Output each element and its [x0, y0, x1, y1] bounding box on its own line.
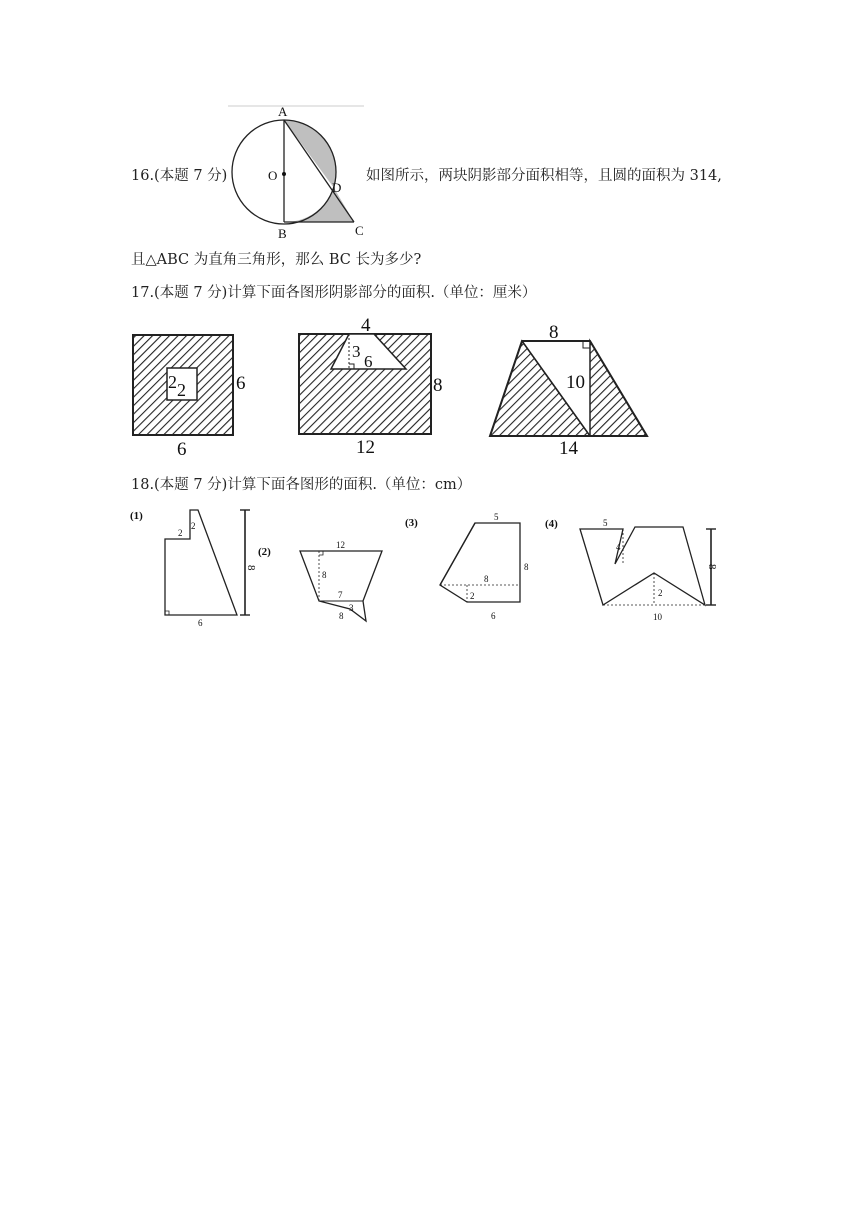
label-a: A [278, 104, 288, 119]
label-a: 2 [178, 528, 183, 538]
q18-fig4 [543, 510, 723, 630]
fig-num: (2) [258, 546, 271, 558]
right-label: 8 [524, 562, 529, 572]
shape [580, 527, 705, 605]
inner-label-b: 2 [177, 380, 186, 400]
side-label: 6 [236, 373, 246, 394]
height-label: 8 [245, 565, 257, 571]
fig-num: (1) [130, 510, 143, 522]
label-b: B [278, 226, 287, 241]
bottom-label: 8 [339, 611, 344, 621]
small-label: 2 [658, 588, 663, 598]
top-label: 5 [494, 512, 499, 522]
label-o: O [268, 168, 278, 183]
q18-fig3 [403, 509, 533, 629]
right-angle [583, 341, 590, 348]
top-label: 12 [336, 540, 345, 550]
fig-num: (4) [545, 518, 558, 530]
q17-fig3 [487, 320, 655, 460]
bottom-label: 10 [653, 612, 662, 622]
q17-text: 17.(本题 7 分)计算下面各图形阴影部分的面积.（单位：厘米） [131, 285, 537, 301]
height-label: 8 [322, 570, 327, 580]
top-label: 5 [603, 518, 608, 528]
q16-text2: 且△ABC 为直角三角形，那么 BC 长为多少? [131, 252, 422, 268]
height-label: 3 [352, 342, 361, 361]
height-label: 10 [566, 372, 585, 393]
label-c: C [355, 223, 364, 238]
shade-lower [284, 188, 354, 222]
slant-edge [440, 523, 475, 585]
top-label: 8 [549, 322, 559, 343]
inner-label-a: 2 [168, 372, 177, 392]
q17-fig2 [296, 313, 451, 458]
center-dot [282, 172, 286, 176]
shade-upper [284, 120, 337, 188]
inner-label: 4 [616, 542, 621, 552]
mid-label: 7 [338, 590, 343, 600]
bottom-label: 6 [491, 611, 496, 621]
small-label: 3 [349, 603, 354, 613]
right-label: 8 [706, 564, 718, 570]
side-label: 8 [433, 375, 443, 396]
base-label: 6 [364, 352, 373, 371]
q16-prefix: 16.(本题 7 分) [131, 168, 228, 184]
bottom-label: 6 [198, 618, 203, 628]
label-b: 2 [191, 521, 196, 531]
small-label: 2 [470, 591, 475, 601]
bottom-label: 14 [559, 438, 578, 459]
q16-circle-figure [226, 104, 366, 244]
q16-text: 如图所示，两块阴影部分面积相等，且圆的面积为 314, [366, 168, 722, 184]
label-d: D [332, 180, 342, 195]
shape [165, 510, 237, 615]
mid-label: 8 [484, 574, 489, 584]
fig-num: (3) [405, 517, 418, 529]
top-label: 4 [361, 315, 371, 336]
q18-fig1 [128, 505, 258, 630]
q17-fig1 [130, 332, 250, 460]
bottom-label: 12 [356, 437, 375, 458]
q18-fig2 [258, 535, 386, 625]
q18-text: 18.(本题 7 分)计算下面各图形的面积.（单位：cm） [131, 477, 472, 493]
bottom-label: 6 [177, 439, 187, 460]
